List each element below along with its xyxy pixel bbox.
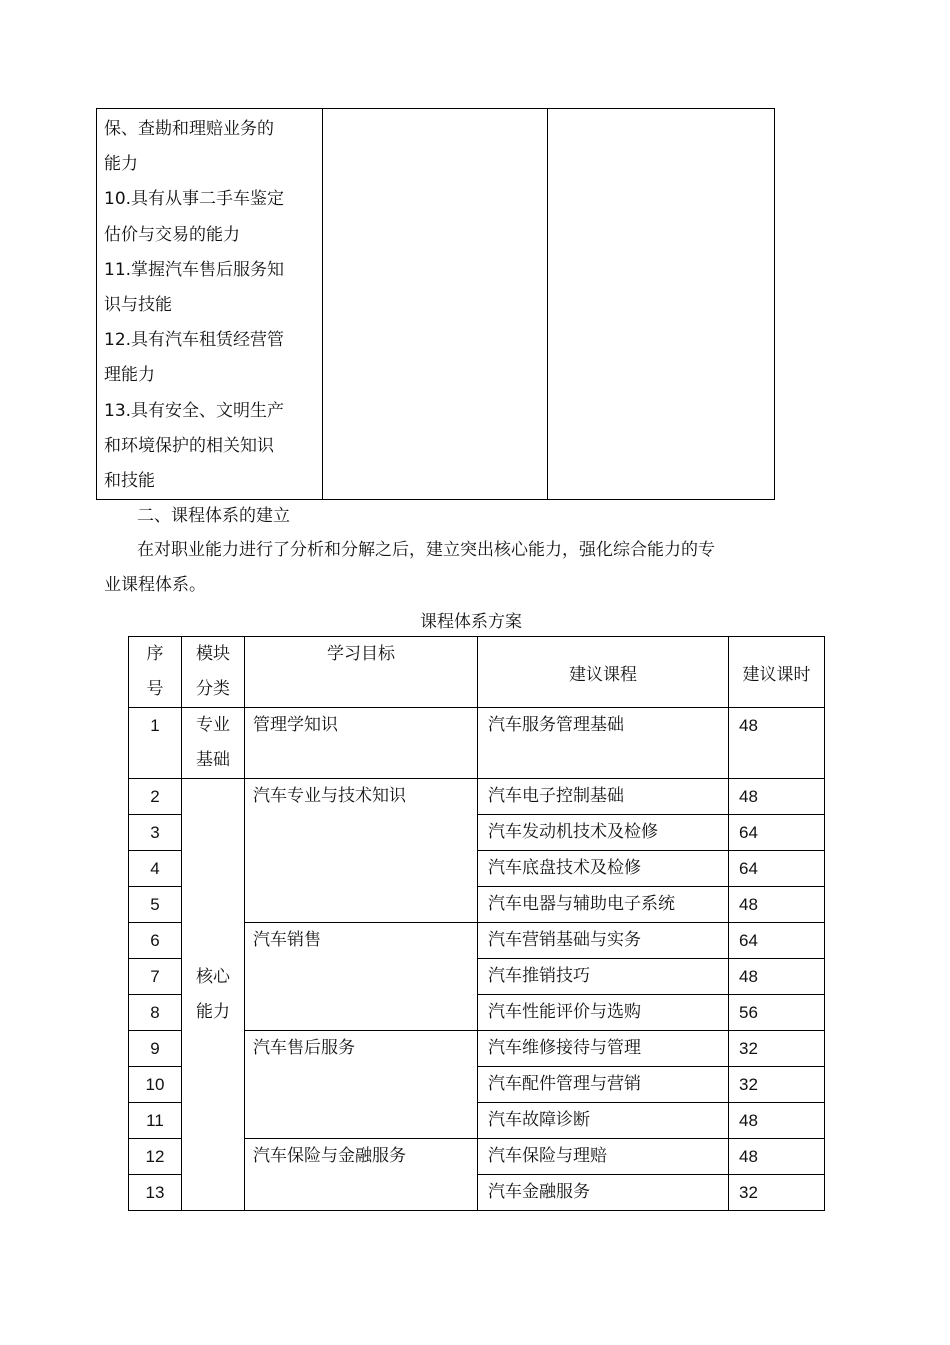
- course-cell: 汽车底盘技术及检修: [478, 851, 729, 887]
- course-cell: 汽车电器与辅助电子系统: [478, 887, 729, 923]
- ability-continuation-table: [96, 108, 775, 500]
- course-cell: 汽车营销基础与实务: [478, 923, 729, 959]
- table-row-index: 11: [129, 1103, 182, 1139]
- header-index: 序 号: [129, 637, 182, 708]
- ability-line: 10.具有从事二手车鉴定: [104, 189, 285, 210]
- paragraph-line-1: 在对职业能力进行了分析和分解之后，建立突出核心能力，强化综合能力的专: [137, 540, 715, 560]
- course-cell: 汽车电子控制基础: [478, 779, 729, 815]
- course-cell: 汽车金融服务: [478, 1175, 729, 1211]
- ability-cell: [97, 109, 323, 500]
- header-goal: 学习目标: [245, 637, 478, 708]
- table-row-index: 4: [129, 851, 182, 887]
- ability-line: 12.具有汽车租赁经营管: [104, 330, 285, 351]
- hours-cell: 48: [729, 887, 825, 923]
- goal-cell: 汽车销售: [245, 923, 478, 1031]
- table-row-index: 3: [129, 815, 182, 851]
- course-cell: 汽车发动机技术及检修: [478, 815, 729, 851]
- table-row-index: 10: [129, 1067, 182, 1103]
- ability-line: 13.具有安全、文明生产: [104, 400, 285, 421]
- hours-cell: 48: [729, 1139, 825, 1175]
- course-cell: 汽车故障诊断: [478, 1103, 729, 1139]
- hours-cell: 64: [729, 851, 825, 887]
- table-row-index: 2: [129, 779, 182, 815]
- table-row-index: 7: [129, 959, 182, 995]
- header-module: 模块 分类: [182, 637, 245, 708]
- ability-line: 估价与交易的能力: [104, 224, 240, 245]
- ability-line: 11.掌握汽车售后服务知: [104, 259, 285, 280]
- ability-line: 识与技能: [104, 295, 172, 316]
- course-cell: 汽车维修接待与管理: [478, 1031, 729, 1067]
- course-cell: 汽车配件管理与营销: [478, 1067, 729, 1103]
- table-row-index: 8: [129, 995, 182, 1031]
- course-cell: 汽车性能评价与选购: [478, 995, 729, 1031]
- table-row-index: 13: [129, 1175, 182, 1211]
- section-heading: 二、课程体系的建立: [137, 506, 290, 526]
- header-hours: 建议课时: [729, 637, 825, 708]
- module-basic: 专业 基础: [182, 708, 245, 779]
- hours-cell: 64: [729, 923, 825, 959]
- module-core: 核心 能力: [182, 779, 245, 1211]
- course-system-table: [128, 636, 825, 1211]
- ability-line: 保、查勘和理赔业务的: [104, 119, 274, 139]
- header-course: 建议课程: [478, 637, 729, 708]
- hours-cell: 32: [729, 1175, 825, 1211]
- course-cell: 汽车保险与理赔: [478, 1139, 729, 1175]
- hours-cell: 48: [729, 708, 825, 779]
- table-row-index: 5: [129, 887, 182, 923]
- table-row-index: 6: [129, 923, 182, 959]
- table-row-index: 1: [129, 708, 182, 779]
- hours-cell: 48: [729, 959, 825, 995]
- hours-cell: 48: [729, 779, 825, 815]
- paragraph-line-2: 业课程体系。: [104, 575, 206, 595]
- ability-line: 能力: [104, 154, 138, 175]
- hours-cell: 64: [729, 815, 825, 851]
- goal-cell: 汽车售后服务: [245, 1031, 478, 1139]
- hours-cell: 56: [729, 995, 825, 1031]
- hours-cell: 32: [729, 1067, 825, 1103]
- goal-cell: 汽车专业与技术知识: [245, 779, 478, 923]
- course-cell: 汽车服务管理基础: [478, 708, 729, 779]
- table-row-index: 12: [129, 1139, 182, 1175]
- table-caption: 课程体系方案: [420, 612, 522, 632]
- ability-line: 和环境保护的相关知识: [104, 435, 274, 456]
- hours-cell: 32: [729, 1031, 825, 1067]
- ability-line: 和技能: [104, 471, 155, 492]
- empty-cell: [548, 109, 775, 500]
- goal-cell: 汽车保险与金融服务: [245, 1139, 478, 1211]
- ability-line: 理能力: [104, 365, 155, 386]
- hours-cell: 48: [729, 1103, 825, 1139]
- goal-cell: 管理学知识: [245, 708, 478, 779]
- table-row-index: 9: [129, 1031, 182, 1067]
- empty-cell: [323, 109, 548, 500]
- course-cell: 汽车推销技巧: [478, 959, 729, 995]
